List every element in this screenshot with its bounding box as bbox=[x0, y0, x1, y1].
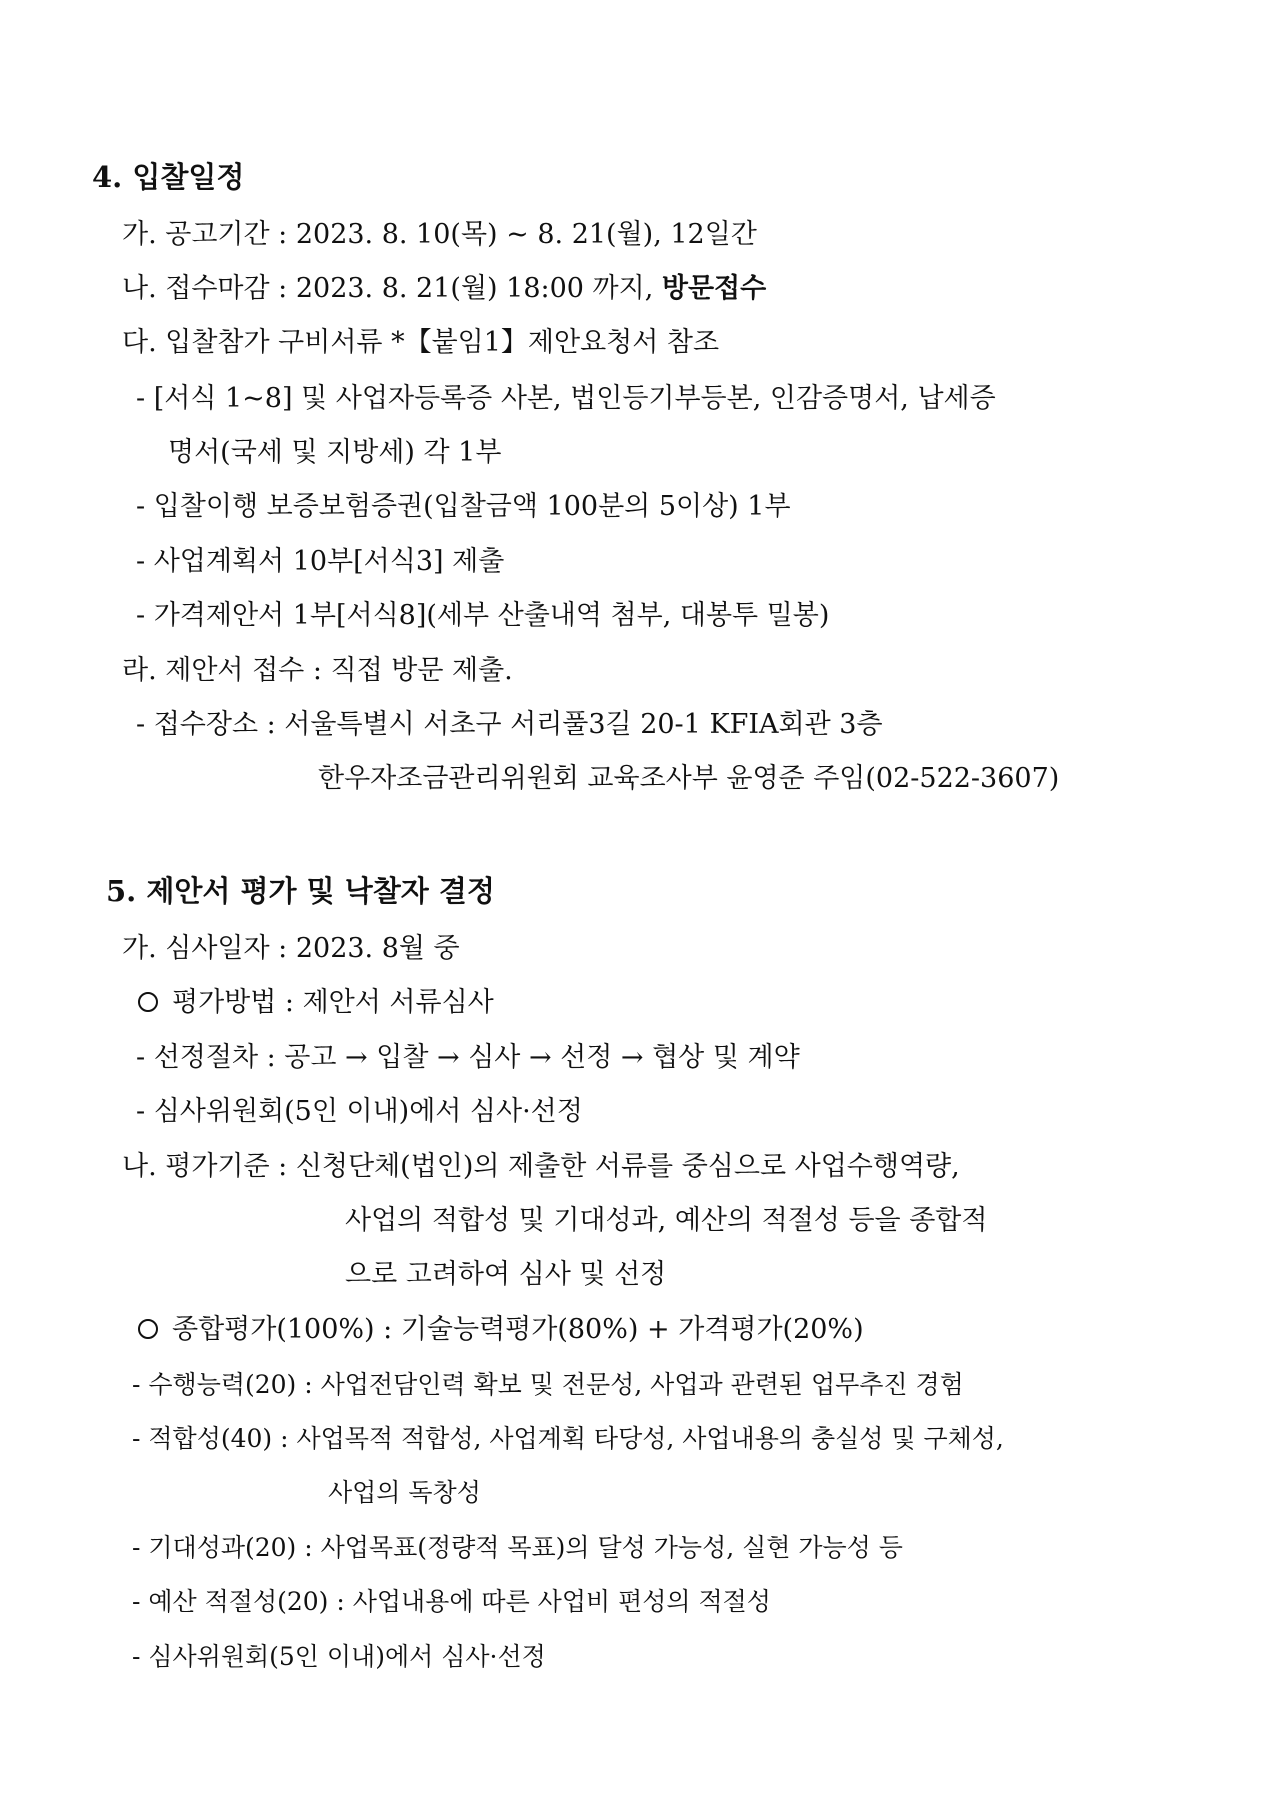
section-4-c-item-1-line-1: - [서식 1~8] 및 사업자등록증 사본, 법인등기부등본, 인감증명서, 납세증 bbox=[136, 383, 996, 414]
section-5-b-line-3: 으로 고려하여 심사 및 선정 bbox=[345, 1259, 667, 1290]
section-5-a-item-1: - 선정절차 : 공고 → 입찰 → 심사 → 선정 → 협상 및 계약 bbox=[136, 1042, 800, 1073]
section-5-title: 5. 제안서 평가 및 낙찰자 결정 bbox=[106, 874, 495, 908]
section-5-b-item-3: - 기대성과(20) : 사업목표(정량적 목표)의 달성 가능성, 실현 가능성 등 bbox=[132, 1533, 903, 1562]
section-4-c-item-3: - 사업계획서 10부[서식3] 제출 bbox=[136, 546, 505, 577]
section-5-item-a: 가. 심사일자 : 2023. 8월 중 bbox=[122, 933, 460, 964]
section-4-c-item-2: - 입찰이행 보증보험증권(입찰금액 100분의 5이상) 1부 bbox=[136, 491, 791, 522]
section-5-a-method-text: 평가방법 : 제안서 서류심사 bbox=[172, 987, 494, 1018]
section-5-b-total bbox=[138, 1313, 864, 1347]
section-5-a-method bbox=[138, 986, 494, 1020]
section-5-b-item-1: - 수행능력(20) : 사업전담인력 확보 및 전문성, 사업과 관련된 업무추진 경험 bbox=[132, 1370, 964, 1399]
section-4-item-c: 다. 입찰참가 구비서류 *【붙임1】제안요청서 참조 bbox=[122, 327, 720, 358]
section-4-d-item-1-line-1: - 접수장소 : 서울특별시 서초구 서리풀3길 20-1 KFIA회관 3층 bbox=[136, 709, 883, 740]
section-5-b-item-2-line-2: 사업의 독창성 bbox=[328, 1478, 481, 1507]
section-5-b-item-4: - 예산 적절성(20) : 사업내용에 따른 사업비 편성의 적절성 bbox=[132, 1587, 771, 1616]
section-5-b-total-text: 종합평가(100%) : 기술능력평가(80%) + 가격평가(20%) bbox=[172, 1314, 864, 1345]
section-4-item-b bbox=[122, 272, 766, 306]
section-5-a-item-2: - 심사위원회(5인 이내)에서 심사·선정 bbox=[136, 1096, 583, 1127]
section-4-item-b-bold: 방문접수 bbox=[661, 273, 767, 304]
section-4-item-b-text: 나. 접수마감 : 2023. 8. 21(월) 18:00 까지, bbox=[122, 273, 662, 304]
section-4-item-a: 가. 공고기간 : 2023. 8. 10(목) ~ 8. 21(월), 12일간 bbox=[122, 219, 757, 250]
section-4-c-item-1-line-2: 명서(국세 및 지방세) 각 1부 bbox=[168, 437, 502, 468]
section-4-d-item-1-line-2: 한우자조금관리위원회 교육조사부 윤영준 주임(02-522-3607) bbox=[318, 763, 1060, 794]
section-4-item-d: 라. 제안서 접수 : 직접 방문 제출. bbox=[122, 655, 513, 686]
section-5-b-line-2: 사업의 적합성 및 기대성과, 예산의 적절성 등을 종합적 bbox=[345, 1205, 988, 1236]
section-4-title: 4. 입찰일정 bbox=[92, 160, 245, 194]
circle-bullet-icon bbox=[138, 992, 158, 1012]
circle-bullet-icon bbox=[138, 1319, 158, 1339]
section-5-b-item-5: - 심사위원회(5인 이내)에서 심사·선정 bbox=[132, 1642, 546, 1671]
section-5-b-line-1: 나. 평가기준 : 신청단체(법인)의 제출한 서류를 중심으로 사업수행역량, bbox=[122, 1151, 960, 1182]
section-5-b-item-2-line-1: - 적합성(40) : 사업목적 적합성, 사업계획 타당성, 사업내용의 충실성 및 구체성, bbox=[132, 1424, 1004, 1453]
section-4-c-item-4: - 가격제안서 1부[서식8](세부 산출내역 첨부, 대봉투 밀봉) bbox=[136, 600, 830, 631]
